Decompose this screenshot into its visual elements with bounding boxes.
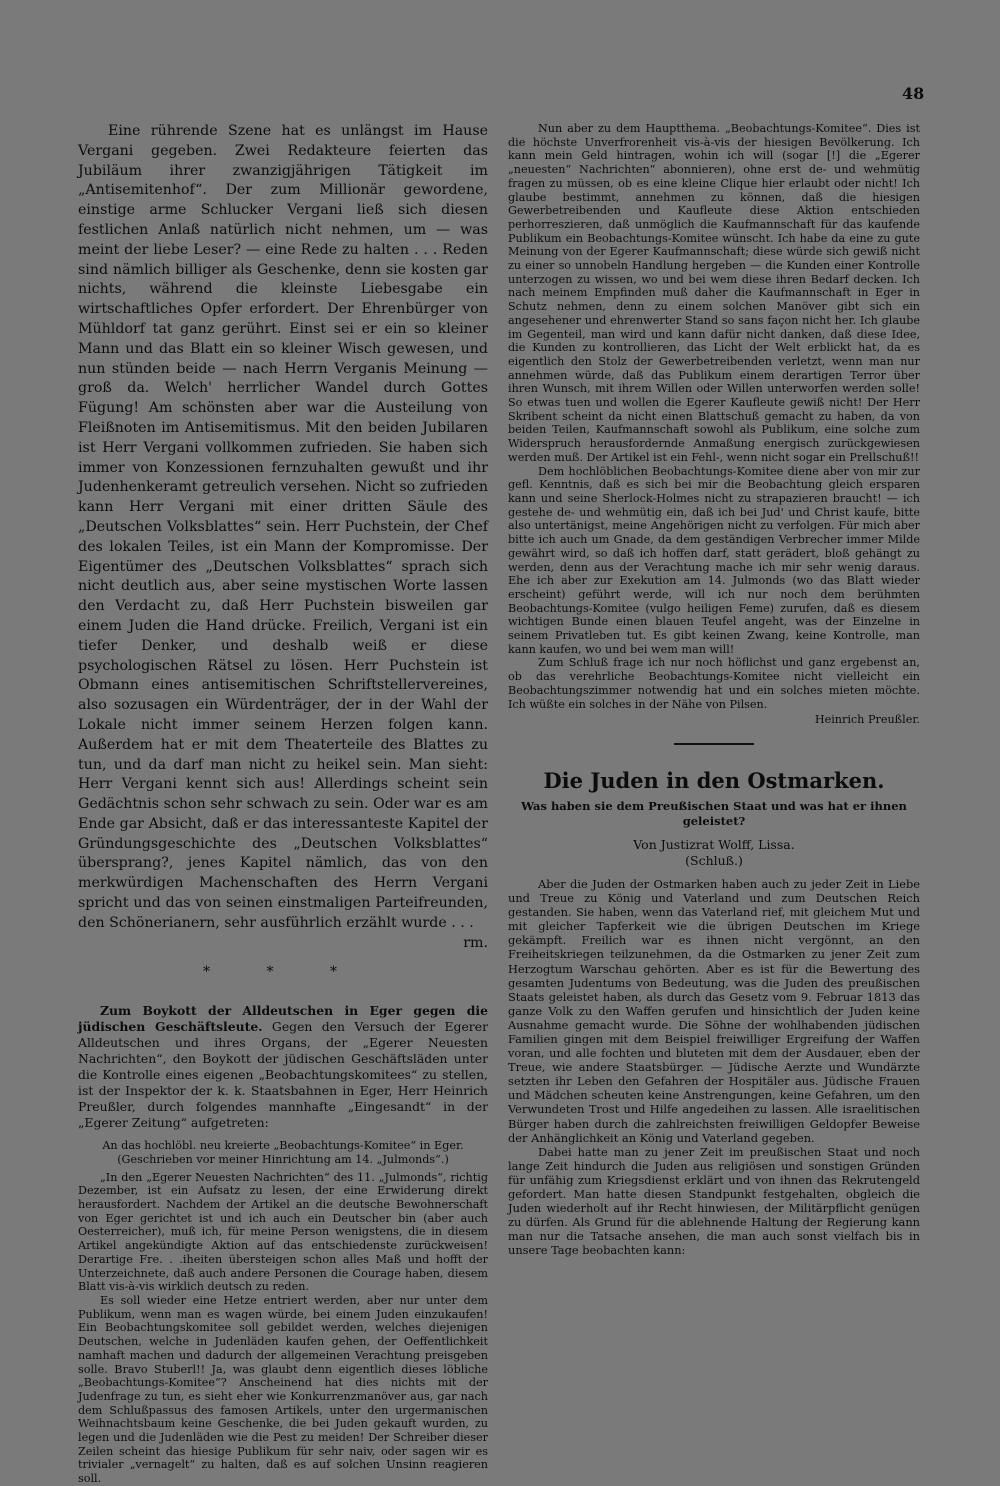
article-note: (Schluß.) — [685, 852, 743, 868]
letter-continuation-3: Zum Schluß frage ich nur noch höflichst und ganz ergebenst an, ob das verehrliche Beobachtungs-Komitee nicht vielleicht ein Beobachtungszimmer notwendig hat und ein solches mieten möchte. Ich wüßte ein solches in der Nähe von Pilsen. — [508, 656, 920, 711]
letter-paragraph-2: Es soll wieder eine Hetze entriert werden, aber nur unter dem Publikum, wenn man es wagen würde, bei einem Juden einzukaufen! Ein Beobachtungskomitee soll gebildet werden, welches diejenigen Deutschen, welche in Judenläden kaufen gehen, der Oeffentlichkeit namhaft machen und dadurch der allgemeinen Verachtung preisgeben solle. Bravo Stuberl!! Ja, was glaubt denn eigentlich dieses löbliche „Beobachtungs-Komitee“? Anscheinend hat dies nichts mit der Judenfrage zu tun, es sieht eher wie Konkurrenzmanöver aus, gar nach dem Schlußpassus des famosen Artikels, unter den urgermanischen Weihnachtsbaum keine Geschenke, die bei Juden gekauft wurden, zu legen und die Judenläden wie die Pest zu meiden! Der Schreiber dieser Zeilen scheint das hiesige Publikum für sehr naiv, oder sagen wir es trivialer „vernagelt“ zu halten, daß es auf solchen Unsinn reagieren soll. — [78, 1294, 488, 1486]
letter-date: (Geschrieben vor meiner Hinrichtung am 14. „Julmonds“.) — [117, 1152, 449, 1166]
right-column — [508, 122, 920, 1257]
left-signature: rm. — [463, 934, 488, 951]
letter-signature: Heinrich Preußler. — [814, 713, 920, 727]
boycott-heading: Zum Boykott der Alldeutschen in Eger gegen die jüdischen Geschäftsleute. — [78, 1003, 488, 1035]
vergani-paragraph: Eine rührende Szene hat es unlängst im Hause Vergani gegeben. Zwei Redakteure feierten das Jubiläum ihrer zwanzigjährigen Tätigkeit im „Antisemitenhof“. Der zum Millionär gewordene, einstige arme Schlucker Vergani ließ sich diesen festlichen Anlaß natürlich nicht nehmen, um — was meint der liebe Leser? — eine Rede zu halten . . . Reden sind nämlich billiger als Geschenke, denn sie kosten gar nichts, während die kleinste Liebesgabe ein wirtschaftliches Opfer erfordert. Der Ehrenbürger von Mühldorf tat ganz gerührt. Einst sei er ein so kleiner Mann und das Blatt ein so kleiner Wisch gewesen, und nun stünden beide — nach Herrn Verganis Meinung — groß da. Welch' herrlicher Wandel durch Gottes Fügung! Am schönsten aber war die Austeilung von Fleißnoten im Antisemitismus. Mit den beiden Jubilaren ist Herr Vergani vollkommen zufrieden. Sie haben sich immer von Konzessionen fernzuhalten gewußt und ihr Judenhenkeramt getreulich versehen. Nicht so zufrieden kann Herr Vergani mit einer dritten Säule des „Deutschen Volksblattes“ sein. Herr Puchstein, der Chef des lokalen Teiles, ist ein Mann der Kompromisse. Der Eigentümer des „Deutschen Volksblattes“ sprach sich nicht deutlich aus, aber seine mystischen Worte lassen den Verdacht zu, daß Herr Puchstein bisweilen gar einem Juden die Hand drücke. Freilich, Vergani ist ein tiefer Denker, und deshalb weiß er diese psychologischen Rätsel zu lösen. Herr Puchstein ist Obmann eines antisemitischen Schriftstellervereines, also sozusagen ein Würdenträger, der in der Wahl der Lokale nicht immer seinem Herzen folgen kann. Außerdem hat er mit dem Theaterteile des Blattes zu tun, und da darf man nicht zu heikel sein. Man sieht: Herr Vergani kennt sich aus! Allerdings scheint sein Gedächtnis schon sehr schwach zu sein. Oder war es am Ende gar Absicht, daß er das interessanteste Kapitel der Gründungsgeschichte des „Deutschen Volksblattes“ übersprang?, jenes Kapitel nämlich, das von den merkwürdigen Machenschaften des Herrn Vergani spricht und das von seinen einstmaligen Parteifreunden, den Schönerianern, sehr ausführlich erzählt wurde . . . — [78, 123, 488, 931]
page-number: 48 — [902, 84, 925, 103]
divider-rule — [674, 743, 754, 745]
article-subtitle: Was haben sie dem Preußischen Staat und was hat er ihnen geleistet? — [521, 798, 907, 828]
letter-address: An das hochlöbl. neu kreierte „Beobachtungs-Komitee“ in Eger. — [102, 1139, 464, 1153]
boycott-paragraph: Gegen den Versuch der Egerer Alldeutschen und ihres Organs, der „Egerer Neuesten Nachrichten“, den Boykott der jüdischen Geschäftsläden unter die Kontrolle eines eigenen „Beobachtungskomitees“ zu stellen, ist der Inspektor der k. k. Staatsbahnen in Eger, Herr Heinrich Preußler, durch folgendes mannhafte „Eingesandt“ in der „Egerer Zeitung“ aufgetreten: — [78, 1019, 488, 1131]
letter-paragraph-1: „In den „Egerer Neuesten Nachrichten“ des 11. „Julmonds“, richtig Dezember, ist ein Aufsatz zu lesen, der eine Erwiderung direkt herausfordert. Nachdem der Artikel an die deutsche Bewohnerschaft von Eger gerichtet ist und ich auch ein Deutscher bin (aber auch Oesterreicher), muß ich, für meine Person wenigstens, die in diesem Artikel angekündigte Aktion auf das entschiedenste zurückweisen! Derartige Fre. . .iheiten übersteigen schon alles Maß und hofft der Unterzeichnete, daß auch andere Personen die Courage haben, diesem Blatt vis-à-vis wirklich deutsch zu reden. — [78, 1170, 488, 1294]
letter-continuation-2: Dem hochlöblichen Beobachtungs-Komitee diene aber von mir zur gefl. Kenntnis, daß es sich bei mir die Beobachtung gleich ersparen kann und seine Sherlock-Holmes nicht zu strapazieren braucht! — ich gestehe de- und wehmütig ein, daß ich bei Jud' und Christ kaufe, bitte also untertänigst, meine Angehörigen nicht zu verfolgen. Für mich aber bitte ich auch um Gnade, da dem geständigen Verbrecher immer Milde gewährt wird, so daß ich hoffen darf, statt gerädert, bloß gehängt zu werden, denn aus der Verachtung mache ich mir sehr wenig daraus. Ehe ich aber zur Exekution am 14. Julmonds (wo das Blatt wieder erscheint) geführt werde, will ich nur noch dem berühmten Beobachtungs-Komitee (vulgo heiligen Feme) zurufen, daß es diesem wichtigen Bunde einen blauen Teufel angeht, was der Einzelne in seinem Privatleben tut. Es gibt keinen Zwang, keine Kontrolle, man kann kaufen, wo und bei wem man will! — [508, 464, 920, 656]
article-ostmarken — [508, 769, 920, 1258]
boycott-intro — [78, 1003, 488, 1131]
left-column — [78, 122, 488, 1486]
article-title: Die Juden in den Ostmarken. — [543, 767, 885, 793]
article-author: Von Justizrat Wolff, Lissa. — [633, 836, 795, 852]
section-separator: * * * — [203, 964, 363, 981]
article-paragraph-1: Aber die Juden der Ostmarken haben auch zu jeder Zeit in Liebe und Treue zu König und Vaterland und zum Deutschen Reich gestanden. Sie haben, wenn das Vaterland rief, mit gleichem Mut und mit gleicher Tapferkeit wie die übrigen Deutschen im Kriege gekämpft. Freilich war es ihnen nicht vergönnt, an den Freiheitskriegen teilzunehmen, da die Ostmarken zu jener Zeit zum Herzogtum Warschau gehörten. Aber es ist für die Bewertung des gesamten Judentums von Bedeutung, was die Juden des preußischen Staats geleistet haben, als durch das Gesetz vom 9. Februar 1813 das ganze Volk zu den Waffen gerufen und hinsichtlich der Juden keine Ausnahme gemacht wurde. Die Söhne der wohlhabenden jüdischen Familien gingen mit dem Beispiel freiwilliger Ergreifung der Waffen voran, und alle fochten und bluteten mit dem der Ausdauer, eben der Treue, wie andere Staatsbürger. — Jüdische Aerzte und Wundärzte setzten ihr Leben den Gefahren der Hospitäler aus. Jüdische Frauen und Mädchen scheuten keine Anstrengungen, keine Gefahren, um den Verwundeten Trost und Hilfe angedeihen zu lassen. Alle israelitischen Bürger haben durch die zahlreichsten freiwilligen Geldopfer Beweise der Anhänglichkeit an König und Vaterland gegeben. — [508, 876, 920, 1145]
boycott-section — [78, 1003, 488, 1486]
article-paragraph-2: Dabei hatte man zu jener Zeit im preußischen Staat und noch lange Zeit hindurch die Juden aus religiösen und sonstigen Gründen für unfähig zum Kriegsdienst erklärt und von ihnen das Rekrutengeld gefordert. Man hatte diesen Standpunkt festgehalten, obgleich die Juden wiederholt auf ihr Recht hinwiesen, der Militärpflicht genügen zu dürfen. Als Grund für die ablehnende Haltung der Regierung kann man nur die Tatsache ansehen, die man auch sonst vielfach bis in unsere Tage beobachten kann: — [508, 1144, 920, 1258]
letter-continuation-1: Nun aber zu dem Hauptthema. „Beobachtungs-Komitee“. Dies ist die höchste Unverfrorenheit vis-à-vis der hiesigen Bevölkerung. Ich kann mein Geld hintragen, wohin ich will (sogar [!] die „Egerer „neuesten“ Nachrichten“ abonnieren), ohne erst de- und wehmütig fragen zu müssen, ob es eine kleine Clique hier erlaubt oder nicht! Ich glaube bestimmt, annehmen zu können, daß die hiesigen Gewerbetreibenden und Kaufleute diese Aktion entschieden perhorreszieren, daß unmöglich die Kaufmannschaft für das kaufende Publikum ein Beobachtungs-Komitee wünscht. Ich habe da eine zu gute Meinung von der Egerer Kaufmannschaft; diese würde sich gewiß nicht zu einer so unnobeln Handlung hergeben — die Kunden einer Kontrolle unterzogen zu wissen, wo und bei wem diese ihren Bedarf decken. Ich nach meinem Empfinden muß daher die Kaufmannschaft in Eger in Schutz nehmen, denn zu einem solchen Manöver gibt sich ein angesehener und ehrenwerter Stand so sans façon nicht her. Ich glaube im Gegenteil, man wird und kann dafür nicht danken, daß diese Idee, die Kunden zu kontrollieren, das Licht der Welt erblickt hat, da es eigentlich den Stolz der Gewerbetreibenden verletzt, wenn man nur annehmen würde, daß das Publikum einem derartigen Terror über ihren Wunsch, mit ihrem Willen oder Willen unterworfen werden solle! So etwas tuen und wollen die Egerer Kaufleute gewiß nicht! Der Herr Skribent scheint da nicht einen Blattschuß gemacht zu haben, da von beiden Teilen, Kaufmannschaft sowohl als Publikum, eine solche zum Widerspruch herausfordernde Anmaßung energisch zurückgewiesen werden muß. Der Artikel ist ein Fehl-, wenn nicht sogar ein Prellschuß!! — [508, 122, 920, 464]
